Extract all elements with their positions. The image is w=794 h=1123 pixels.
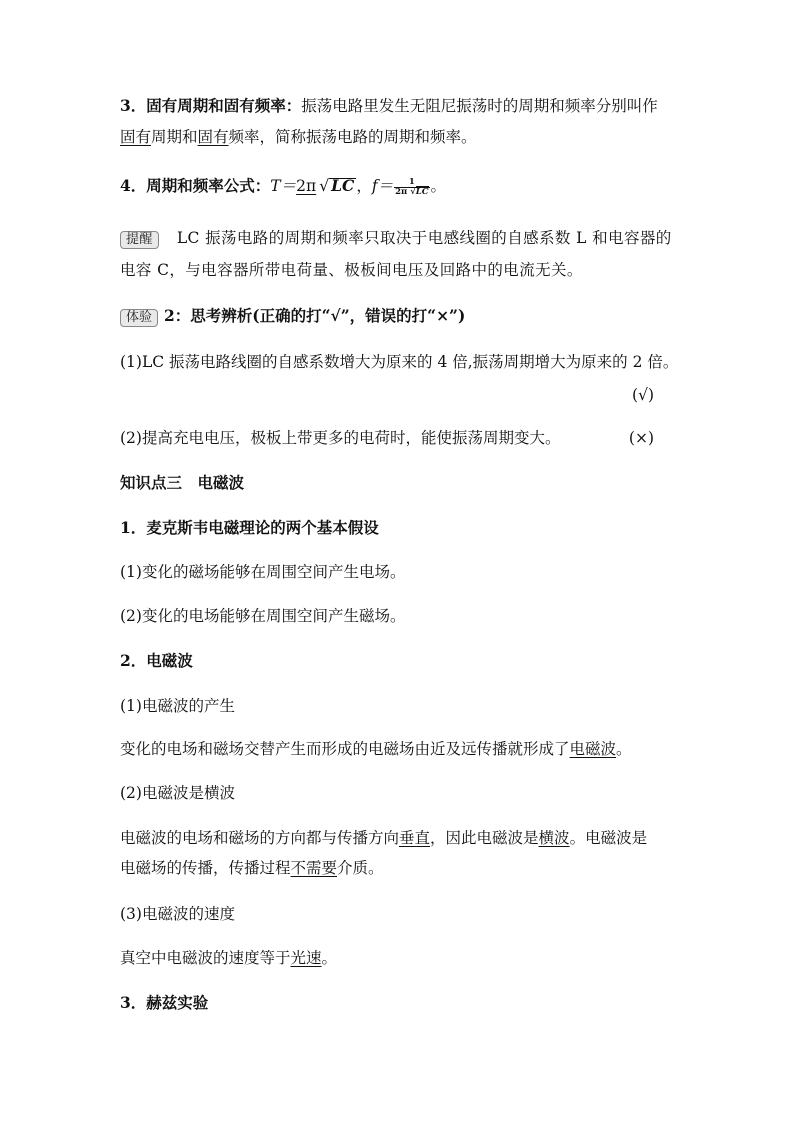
denominator-root: LC [415, 186, 429, 197]
tip-text2: 电容 C，与电容器所带电荷量、极板间电压及回路中的电流无关。 [120, 261, 583, 279]
exp-title: 2：思考辨析(正确的打“√”，错误的打“×”) [164, 306, 466, 325]
subheading-3: 3．赫兹实验 [120, 993, 209, 1012]
exp-q2-text: (2)提高充电电压，极板上带更多的电荷时，能使振荡周期变大。 [120, 429, 561, 447]
formula-f-fraction [394, 178, 429, 197]
s2a-body: 变化的电场和磁场交替产生而形成的电磁场由近及远传播就形成了 [120, 740, 570, 758]
formula-separator: ， [356, 177, 372, 195]
exp-q1-text: (1)LC 振荡电路线圈的自感系数增大为原来的 4 倍,振荡周期增大为原来的 2 倍。 [120, 353, 679, 371]
item3-text2: 周期和 [151, 128, 198, 146]
s2b-text5: 介质。 [337, 859, 384, 877]
s2-item-b-title: (2)电磁波是横波 [120, 784, 235, 802]
s2-item-b-line1 [120, 828, 647, 848]
item3-text3: 频率，简称振荡电路的周期和频率。 [228, 128, 477, 146]
s2-item-c-text [120, 948, 337, 968]
s2b-blank2: 横波 [538, 829, 570, 847]
s1-item-b: (2)变化的电场能够在周围空间产生磁场。 [120, 607, 406, 625]
section-heading: 知识点三 电磁波 [120, 473, 245, 492]
item3-blank1: 固有 [120, 128, 152, 146]
exp-q2-mark: (×) [628, 429, 654, 447]
exp-title-line [120, 306, 465, 327]
sqrt-sign: √ [319, 177, 330, 195]
subheading-1: 1．麦克斯韦电磁理论的两个基本假设 [120, 518, 379, 537]
tip-badge: 提醒 [120, 231, 159, 249]
tip-line2 [120, 260, 583, 280]
s2b-text2: ，因此电磁波是 [430, 829, 539, 847]
s1-item-a: (1)变化的磁场能够在周围空间产生电场。 [120, 563, 406, 581]
item4-label: 4．周期和频率公式： [120, 176, 271, 195]
exp-q1-mark: (√) [632, 386, 654, 404]
exp-q2 [120, 428, 560, 448]
item3-line2 [120, 127, 477, 147]
s2b-text4: 电磁场的传播，传播过程 [120, 859, 291, 877]
tip-line1 [120, 228, 672, 249]
exp-badge: 体验 [120, 309, 158, 327]
s2c-end: 。 [321, 949, 338, 967]
formula-T-blank: 2π [296, 177, 317, 195]
formula-end: 。 [430, 177, 447, 195]
item3-text: 振荡电路里发生无阻尼振荡时的周期和频率分别叫作 [301, 97, 658, 115]
formula-T-root: LC [331, 176, 355, 195]
s2-item-a-title: (1)电磁波的产生 [120, 697, 235, 715]
exp-q1 [120, 352, 678, 372]
denominator-pi: 2π [395, 186, 408, 197]
s2-item-a-text [120, 739, 632, 759]
tip-text1: LC 振荡电路的周期和频率只取决于电感线圈的自感系数 L 和电容器的 [176, 229, 672, 247]
fraction-numerator: 1 [394, 178, 429, 188]
s2b-blank1: 垂直 [399, 829, 431, 847]
s2a-blank: 电磁波 [569, 740, 617, 758]
item4-line [120, 176, 446, 197]
item3-blank2: 固有 [197, 128, 229, 146]
formula-f-prefix: f＝ [371, 177, 394, 195]
s2b-text3: 。电磁波是 [569, 829, 648, 847]
item3-label: 3．固有周期和固有频率： [120, 96, 302, 115]
s2b-text1: 电磁波的电场和磁场的方向都与传播方向 [120, 829, 400, 847]
s2-item-b-line2 [120, 858, 384, 878]
fraction-denominator: 2π √LC [395, 186, 429, 197]
s2c-body: 真空中电磁波的速度等于 [120, 949, 291, 967]
item3-line1 [120, 96, 658, 116]
s2b-blank3: 不需要 [290, 859, 338, 877]
formula-T-prefix: T＝ [270, 177, 297, 195]
s2-item-c-title: (3)电磁波的速度 [120, 905, 235, 923]
subheading-2: 2．电磁波 [120, 651, 193, 670]
s2c-blank: 光速 [290, 949, 322, 967]
s2a-end: 。 [616, 740, 632, 758]
